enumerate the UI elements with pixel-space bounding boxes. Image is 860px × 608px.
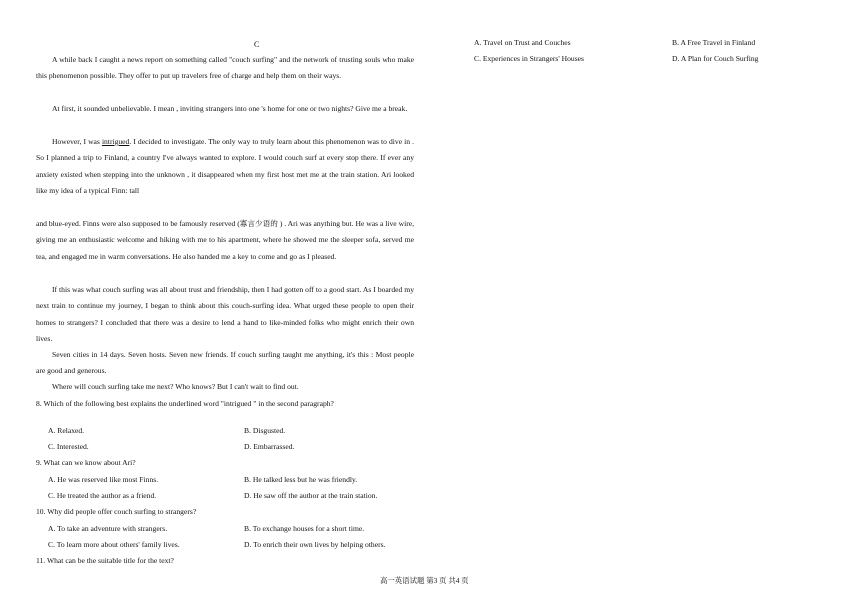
- question-9-option-d: D. He saw off the author at the train station.: [244, 491, 378, 500]
- question-8-option-d: D. Embarrassed.: [244, 442, 295, 451]
- question-10-option-a: A. To take an adventure with strangers.: [48, 524, 168, 533]
- passage-label: C: [254, 40, 260, 49]
- page-footer: 高一英语试题 第3 页 共4 页: [380, 576, 469, 585]
- question-9-option-a: A. He was reserved like most Finns.: [48, 475, 159, 484]
- paragraph-3: [36, 134, 414, 200]
- question-8-stem: 8. Which of the following best explains the underlined word "intrigued " in the second paragraph?: [36, 399, 334, 408]
- paragraph-1: A while back I caught a news report on something called "couch surfing" and the network of trusting souls who make this phenomenon possible. They offer to put up travelers free of charge and help them on their ways.: [36, 55, 414, 81]
- question-11-option-a: A. Travel on Trust and Couches: [474, 38, 571, 47]
- paragraph-2: At first, it sounded unbelievable. I mean , inviting strangers into one 's home for one or two nights? Give me a break.: [52, 104, 408, 113]
- question-11-option-d: D. A Plan for Couch Surfing: [672, 54, 759, 63]
- paragraph-3-rest: . I decided to investigate. The only way to truly learn about this phenomenon was to dive in . So I planned a trip to Finland, a country I've always wanted to explore. I would couch surf at every stop there. If ever any anxiety existed when stepping into the unknown , it disappeared when my first host met me at the train station. Ari looked like my idea of a typical Finn: tall: [36, 137, 414, 196]
- question-8-option-b: B. Disgusted.: [244, 426, 286, 435]
- question-10-option-b: B. To exchange houses for a short time.: [244, 524, 365, 533]
- question-11-option-c: C. Experiences in Strangers' Houses: [474, 54, 584, 63]
- question-10-option-d: D. To enrich their own lives by helping others.: [244, 540, 386, 549]
- question-9-option-c: C. He treated the author as a friend.: [48, 491, 157, 500]
- paragraph-6: Where will couch surfing take me next? Who knows? But I can't wait to find out.: [52, 382, 299, 391]
- question-9-stem: 9. What can we know about Ari?: [36, 458, 136, 467]
- paragraph-3-continued: and blue-eyed. Finns were also supposed to be famously reserved (寡言少语的 ) . Ari was anything but. He was a live wire, giving me an enthusiastic welcome and hiking with me to his apartment, where he showed me the sleeper sofa, served me tea, and engaged me in warm conversations. He also handed me a key to come and go as I pleased.: [36, 219, 414, 261]
- paragraph-3-start: However, I was: [52, 137, 102, 146]
- paragraph-5: Seven cities in 14 days. Seven hosts. Seven new friends. If couch surfing taught me anything, it's this : Most people are good and generous.: [36, 350, 414, 376]
- paragraph-4: If this was what couch surfing was all about trust and friendship, then I had gotten off to a good start. As I boarded my next train to continue my journey, I began to think about this couch-surfing idea. What urged these people to open their homes to strangers? I concluded that there was a desire to lend a hand to like-minded folks who might enrich their own lives.: [36, 285, 414, 344]
- question-10-stem: 10. Why did people offer couch surfing to strangers?: [36, 507, 197, 516]
- question-8-option-c: C. Interested.: [48, 442, 89, 451]
- question-8-option-a: A. Relaxed.: [48, 426, 85, 435]
- question-11-stem: 11. What can be the suitable title for the text?: [36, 556, 174, 565]
- question-9-option-b: B. He talked less but he was friendly.: [244, 475, 358, 484]
- question-11-option-b: B. A Free Travel in Finland: [672, 38, 756, 47]
- underlined-word: intrigued: [101, 137, 130, 146]
- question-10-option-c: C. To learn more about others' family lives.: [48, 540, 180, 549]
